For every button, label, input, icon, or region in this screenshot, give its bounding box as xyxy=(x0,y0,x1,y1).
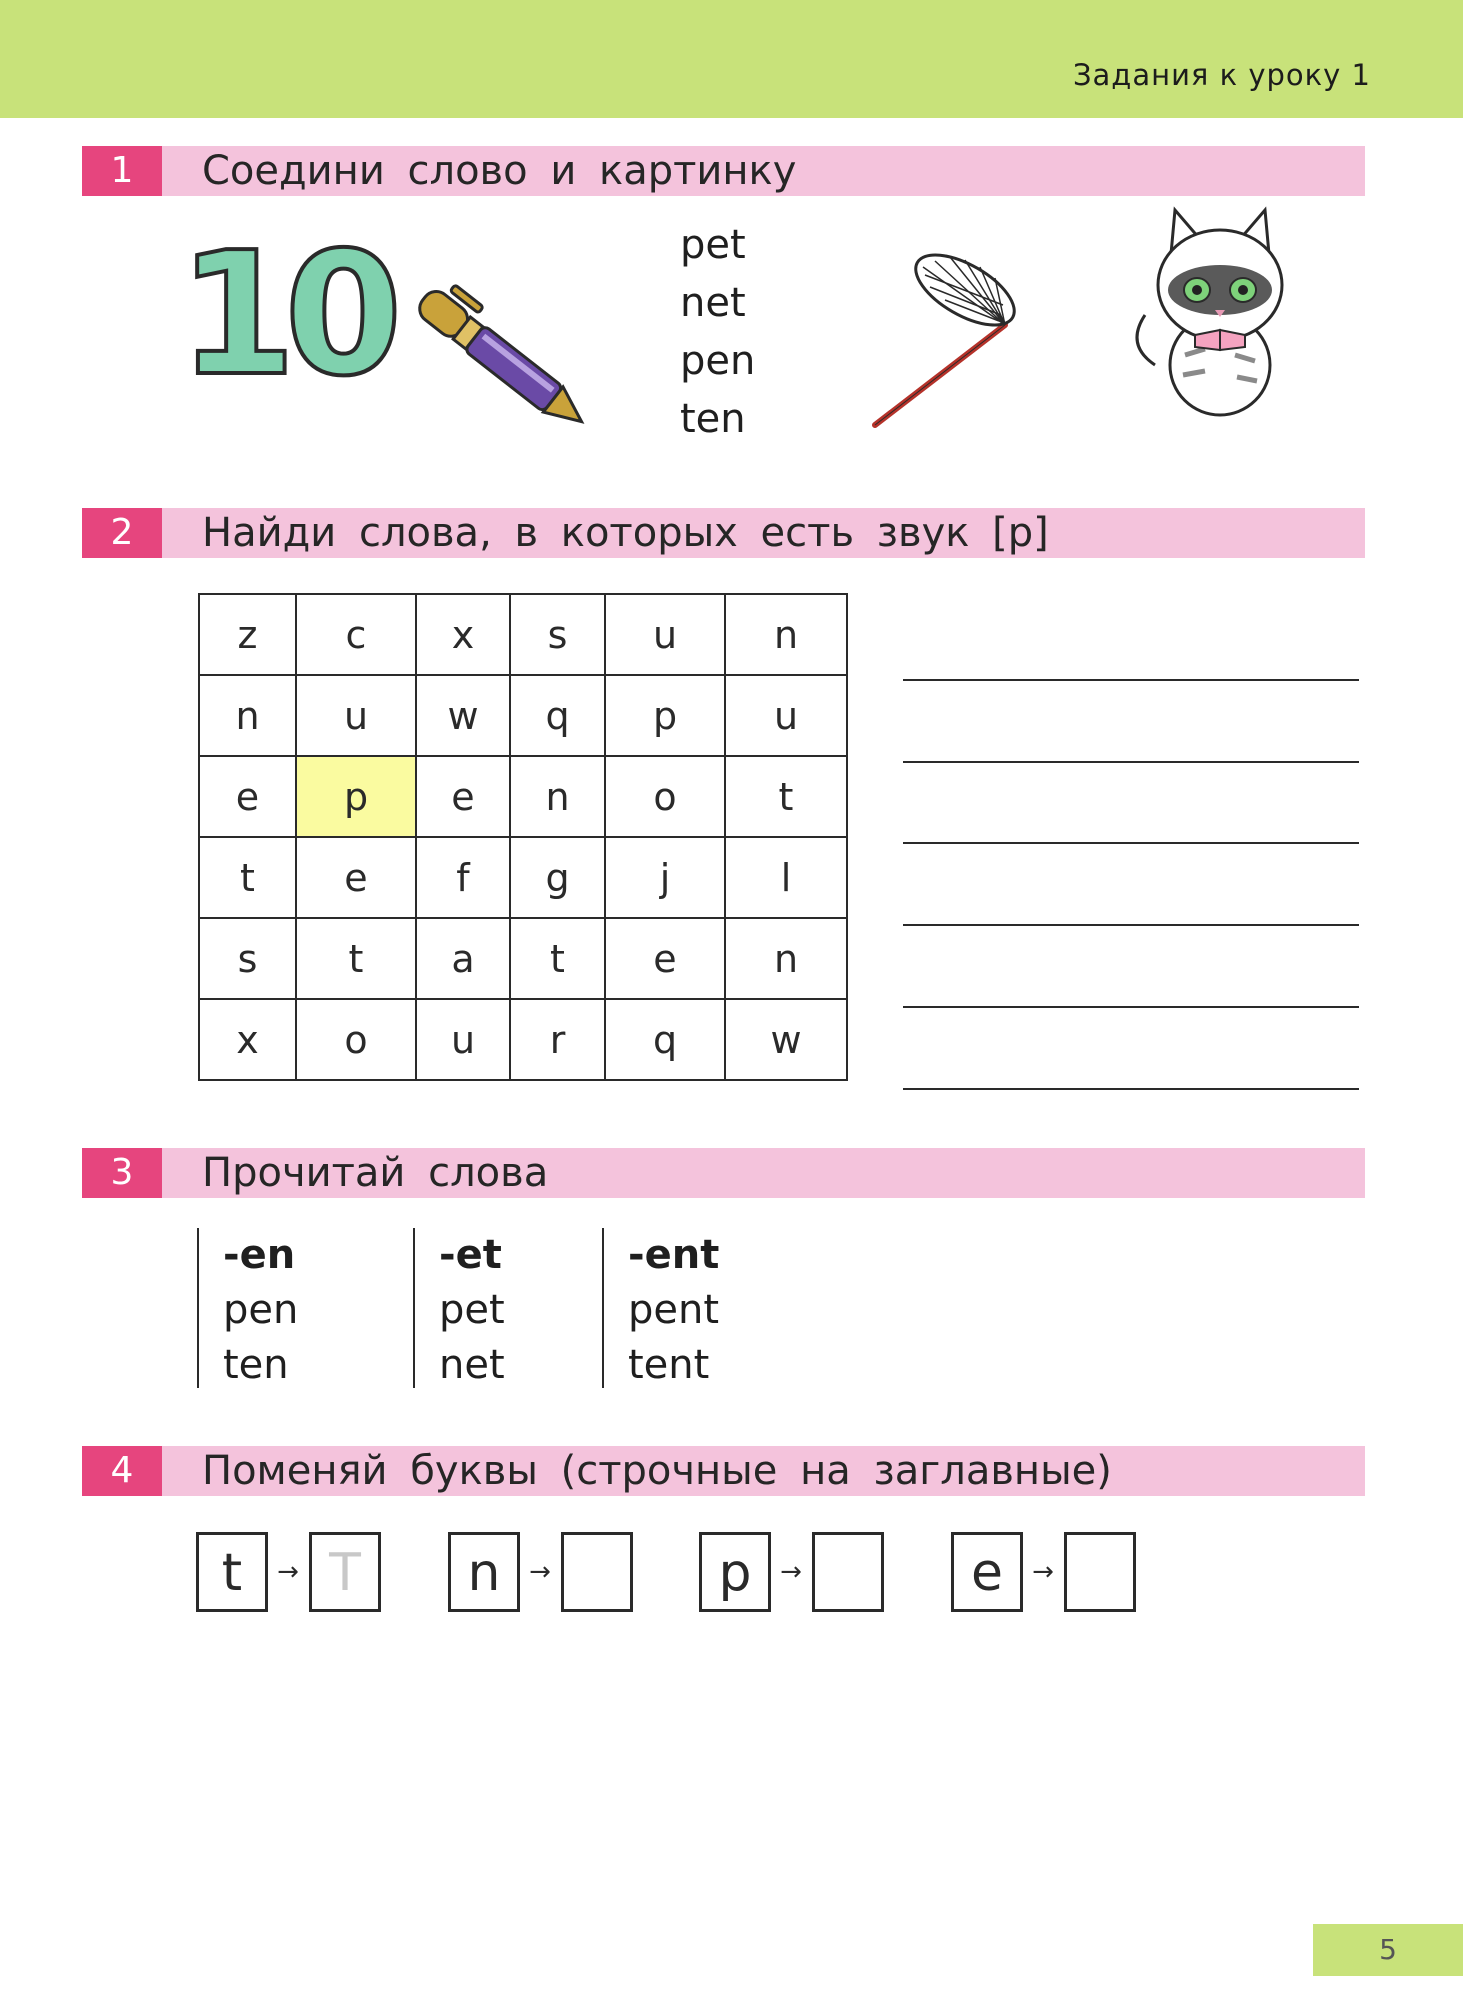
grid-cell-highlighted[interactable]: p xyxy=(296,756,416,837)
column-word: ten xyxy=(223,1342,289,1388)
word-item: pen xyxy=(680,338,756,384)
grid-cell[interactable]: x xyxy=(199,999,296,1080)
cat-icon xyxy=(1125,205,1315,420)
exercise-3-number: 3 xyxy=(82,1148,162,1198)
exercise-2-number: 2 xyxy=(82,508,162,558)
page-number: 5 xyxy=(1313,1924,1463,1976)
word-column-ent xyxy=(602,1228,719,1388)
grid-cell[interactable]: u xyxy=(296,675,416,756)
grid-row xyxy=(199,675,847,756)
letter-grid xyxy=(198,593,848,1081)
lowercase-box: e xyxy=(951,1532,1023,1612)
grid-cell[interactable]: n xyxy=(199,675,296,756)
grid-cell[interactable]: q xyxy=(605,999,725,1080)
grid-cell[interactable]: z xyxy=(199,594,296,675)
exercise-3-title: Прочитай слова xyxy=(202,1150,549,1196)
word-column-et xyxy=(413,1228,505,1388)
grid-cell[interactable]: n xyxy=(725,918,847,999)
exercise-2-title: Найди слова, в которых есть звук [p] xyxy=(202,510,1049,556)
grid-cell[interactable]: a xyxy=(416,918,510,999)
answer-line[interactable] xyxy=(903,924,1359,926)
column-word: tent xyxy=(628,1342,710,1388)
grid-row xyxy=(199,756,847,837)
column-header: -en xyxy=(223,1232,296,1278)
grid-cell[interactable]: q xyxy=(510,675,605,756)
lowercase-box: p xyxy=(699,1532,771,1612)
grid-cell[interactable]: c xyxy=(296,594,416,675)
word-item: pet xyxy=(680,222,746,268)
grid-cell[interactable]: u xyxy=(605,594,725,675)
lowercase-box: t xyxy=(196,1532,268,1612)
answer-line[interactable] xyxy=(903,1088,1359,1090)
arrow-right-icon: → xyxy=(780,1557,802,1587)
word-item: ten xyxy=(680,396,746,442)
uppercase-answer-box[interactable] xyxy=(1064,1532,1136,1612)
grid-cell[interactable]: t xyxy=(725,756,847,837)
grid-cell[interactable]: t xyxy=(510,918,605,999)
column-header: -ent xyxy=(628,1232,720,1278)
exercise-4-number: 4 xyxy=(82,1446,162,1496)
grid-cell[interactable]: x xyxy=(416,594,510,675)
arrow-right-icon: → xyxy=(529,1557,551,1587)
grid-cell[interactable]: n xyxy=(725,594,847,675)
grid-row xyxy=(199,918,847,999)
grid-cell[interactable]: t xyxy=(199,837,296,918)
page-header-title: Задания к уроку 1 xyxy=(1072,58,1371,92)
grid-cell[interactable]: r xyxy=(510,999,605,1080)
uppercase-answer-box[interactable]: T xyxy=(309,1532,381,1612)
column-word: pent xyxy=(628,1287,720,1333)
exercise-4-title: Поменяй буквы (строчные на заглавные) xyxy=(202,1448,1112,1494)
lowercase-box: n xyxy=(448,1532,520,1612)
grid-cell[interactable]: o xyxy=(605,756,725,837)
uppercase-answer-box[interactable] xyxy=(812,1532,884,1612)
word-item: net xyxy=(680,280,746,326)
grid-cell[interactable]: f xyxy=(416,837,510,918)
answer-line[interactable] xyxy=(903,842,1359,844)
butterfly-net-icon xyxy=(855,245,1055,435)
exercise-1-bar xyxy=(82,146,1365,196)
grid-cell[interactable]: e xyxy=(296,837,416,918)
word-column-en xyxy=(197,1228,298,1388)
grid-cell[interactable]: s xyxy=(199,918,296,999)
grid-cell[interactable]: p xyxy=(605,675,725,756)
grid-cell[interactable]: o xyxy=(296,999,416,1080)
arrow-right-icon: → xyxy=(1032,1557,1054,1587)
grid-row xyxy=(199,594,847,675)
grid-cell[interactable]: s xyxy=(510,594,605,675)
column-word: pet xyxy=(439,1287,505,1333)
grid-cell[interactable]: e xyxy=(199,756,296,837)
grid-row xyxy=(199,837,847,918)
grid-cell[interactable]: u xyxy=(725,675,847,756)
exercise-2-bar xyxy=(82,508,1365,558)
column-word: net xyxy=(439,1342,505,1388)
exercise-4-bar xyxy=(82,1446,1365,1496)
number-ten-icon xyxy=(170,216,391,414)
grid-cell[interactable]: w xyxy=(725,999,847,1080)
exercise-1-number: 1 xyxy=(82,146,162,196)
exercise-1-title: Соедини слово и картинку xyxy=(202,148,797,194)
arrow-right-icon: → xyxy=(277,1557,299,1587)
grid-cell[interactable]: n xyxy=(510,756,605,837)
grid-cell[interactable]: e xyxy=(605,918,725,999)
grid-cell[interactable]: u xyxy=(416,999,510,1080)
grid-cell[interactable]: l xyxy=(725,837,847,918)
grid-cell[interactable]: t xyxy=(296,918,416,999)
uppercase-answer-box[interactable] xyxy=(561,1532,633,1612)
answer-line[interactable] xyxy=(903,1006,1359,1008)
column-header: -et xyxy=(439,1232,502,1278)
grid-cell[interactable]: g xyxy=(510,837,605,918)
pen-icon xyxy=(410,272,610,462)
grid-cell[interactable]: e xyxy=(416,756,510,837)
answer-line[interactable] xyxy=(903,761,1359,763)
grid-cell[interactable]: j xyxy=(605,837,725,918)
number-ten-text: 10 xyxy=(178,216,391,414)
exercise-3-bar xyxy=(82,1148,1365,1198)
column-word: pen xyxy=(223,1287,299,1333)
answer-line[interactable] xyxy=(903,679,1359,681)
grid-row xyxy=(199,999,847,1080)
grid-cell[interactable]: w xyxy=(416,675,510,756)
